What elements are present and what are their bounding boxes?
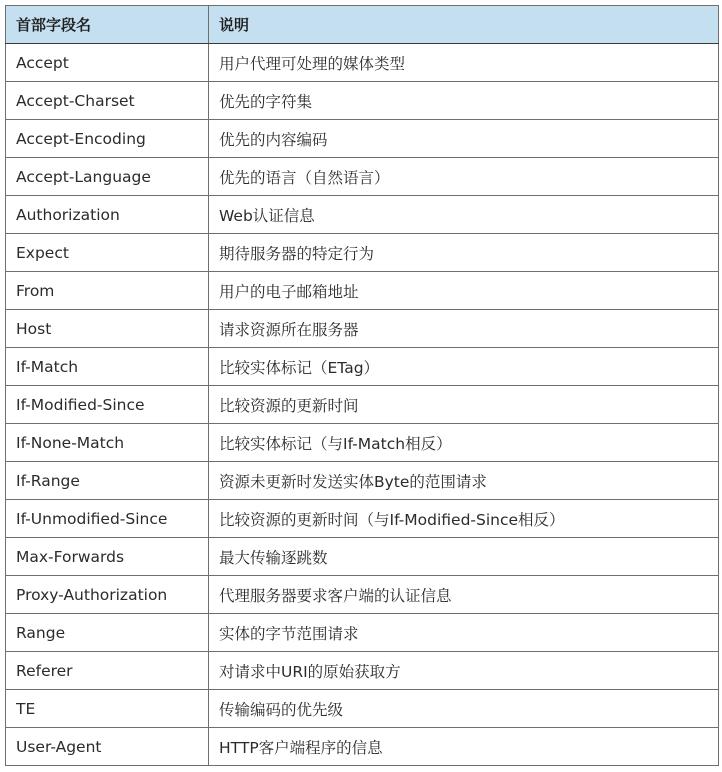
table-row bbox=[6, 44, 719, 82]
description-cell: 对请求中URI的原始获取方 bbox=[209, 652, 719, 690]
table-row bbox=[6, 652, 719, 690]
table-row bbox=[6, 500, 719, 538]
table-row bbox=[6, 462, 719, 500]
table-body bbox=[6, 44, 719, 766]
field-name-cell: TE bbox=[6, 690, 209, 728]
field-name-cell: Max-Forwards bbox=[6, 538, 209, 576]
table-row bbox=[6, 120, 719, 158]
table-row bbox=[6, 538, 719, 576]
description-cell: 比较资源的更新时间 bbox=[209, 386, 719, 424]
table-row bbox=[6, 424, 719, 462]
description-cell: 期待服务器的特定行为 bbox=[209, 234, 719, 272]
description-cell: 优先的字符集 bbox=[209, 82, 719, 120]
field-name-cell: If-None-Match bbox=[6, 424, 209, 462]
header-fields-table bbox=[5, 5, 719, 766]
description-cell: 比较资源的更新时间（与If-Modified-Since相反） bbox=[209, 500, 719, 538]
field-name-cell: Accept bbox=[6, 44, 209, 82]
column-header-field-name: 首部字段名 bbox=[6, 6, 209, 44]
description-cell: 请求资源所在服务器 bbox=[209, 310, 719, 348]
description-cell: HTTP客户端程序的信息 bbox=[209, 728, 719, 766]
column-header-description: 说明 bbox=[209, 6, 719, 44]
description-cell: 用户代理可处理的媒体类型 bbox=[209, 44, 719, 82]
field-name-cell: Proxy-Authorization bbox=[6, 576, 209, 614]
description-cell: 比较实体标记（与If-Match相反） bbox=[209, 424, 719, 462]
description-cell: 代理服务器要求客户端的认证信息 bbox=[209, 576, 719, 614]
field-name-cell: If-Match bbox=[6, 348, 209, 386]
field-name-cell: User-Agent bbox=[6, 728, 209, 766]
table-row bbox=[6, 576, 719, 614]
field-name-cell: Host bbox=[6, 310, 209, 348]
field-name-cell: Range bbox=[6, 614, 209, 652]
description-cell: 资源未更新时发送实体Byte的范围请求 bbox=[209, 462, 719, 500]
header-row bbox=[6, 6, 719, 44]
description-cell: 优先的内容编码 bbox=[209, 120, 719, 158]
table-row bbox=[6, 234, 719, 272]
description-cell: 比较实体标记（ETag） bbox=[209, 348, 719, 386]
table-row bbox=[6, 386, 719, 424]
table-row bbox=[6, 310, 719, 348]
table-row bbox=[6, 82, 719, 120]
table-row bbox=[6, 614, 719, 652]
field-name-cell: Referer bbox=[6, 652, 209, 690]
table-row bbox=[6, 348, 719, 386]
field-name-cell: Authorization bbox=[6, 196, 209, 234]
description-cell: Web认证信息 bbox=[209, 196, 719, 234]
field-name-cell: From bbox=[6, 272, 209, 310]
table-row bbox=[6, 272, 719, 310]
table-header bbox=[6, 6, 719, 44]
description-cell: 用户的电子邮箱地址 bbox=[209, 272, 719, 310]
field-name-cell: If-Modified-Since bbox=[6, 386, 209, 424]
description-cell: 最大传输逐跳数 bbox=[209, 538, 719, 576]
field-name-cell: If-Range bbox=[6, 462, 209, 500]
description-cell: 优先的语言（自然语言） bbox=[209, 158, 719, 196]
field-name-cell: Accept-Encoding bbox=[6, 120, 209, 158]
field-name-cell: Accept-Charset bbox=[6, 82, 209, 120]
table-row bbox=[6, 196, 719, 234]
field-name-cell: Accept-Language bbox=[6, 158, 209, 196]
table-row bbox=[6, 728, 719, 766]
description-cell: 实体的字节范围请求 bbox=[209, 614, 719, 652]
description-cell: 传输编码的优先级 bbox=[209, 690, 719, 728]
field-name-cell: If-Unmodified-Since bbox=[6, 500, 209, 538]
field-name-cell: Expect bbox=[6, 234, 209, 272]
table-row bbox=[6, 158, 719, 196]
table-row bbox=[6, 690, 719, 728]
